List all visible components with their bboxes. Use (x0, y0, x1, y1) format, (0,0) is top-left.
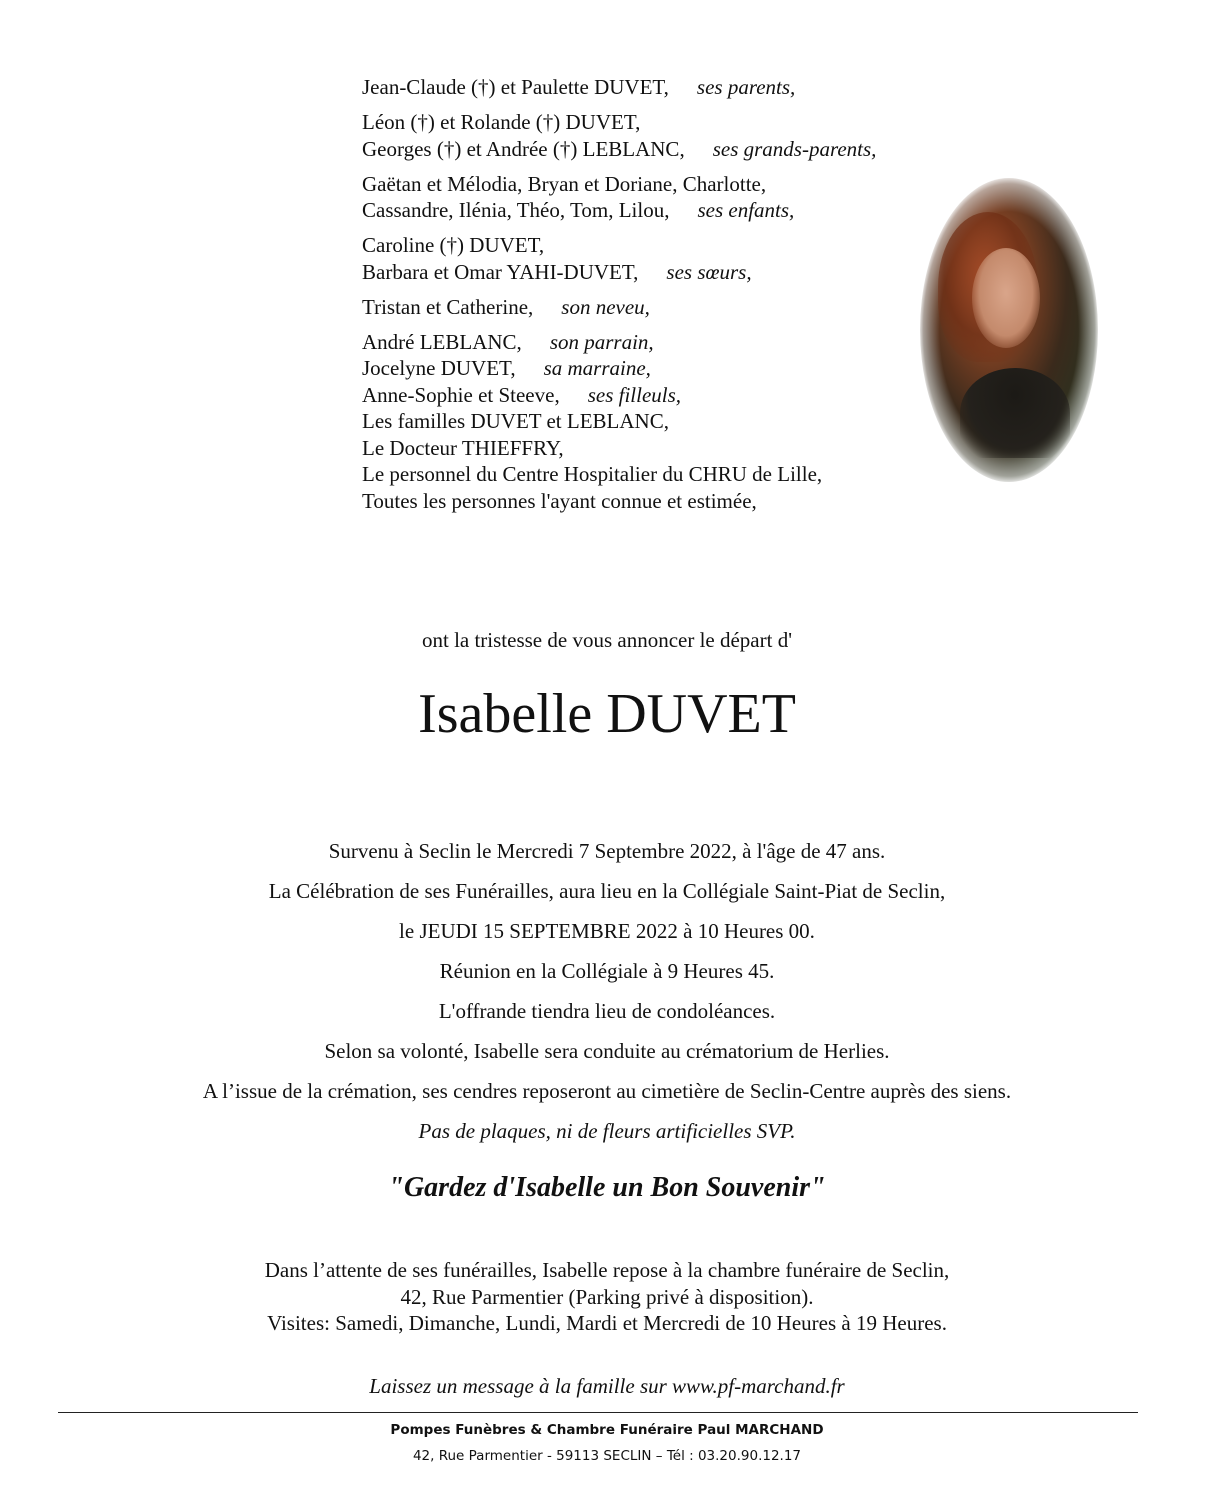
family-member-name: Jocelyne DUVET, (362, 356, 516, 380)
family-member-name: Georges (†) et Andrée (†) LEBLANC, (362, 136, 685, 161)
wake-line: Dans l’attente de ses funérailles, Isabelle repose à la chambre funéraire de Seclin, (264, 1258, 950, 1282)
family-relation: ses parents, (696, 75, 796, 99)
family-relation: ses filleuls, (587, 382, 682, 407)
memorial-quote: "Gardez d'Isabelle un Bon Souvenir" (388, 1172, 826, 1203)
family-member-name: Barbara et Omar YAHI-DUVET, (362, 259, 639, 284)
family-member-name: Caroline (†) DUVET, (362, 233, 545, 257)
detail-line: Pas de plaques, ni de fleurs artificielles SVP. (418, 1119, 796, 1143)
family-relation: son neveu, (561, 294, 650, 319)
family-list (362, 74, 876, 523)
family-group (362, 329, 876, 515)
wake-info (0, 1257, 1214, 1337)
family-relation: ses grands-parents, (712, 136, 877, 161)
deceased-name: Isabelle DUVET (418, 683, 796, 745)
family-line (362, 461, 876, 488)
family-member-name: André LEBLANC, (362, 329, 522, 354)
detail-line: Survenu à Seclin le Mercredi 7 Septembre 2022, à l'âge de 47 ans. (328, 839, 886, 863)
family-line (362, 171, 876, 198)
ceremony-details (0, 831, 1214, 1151)
family-line (362, 329, 876, 356)
family-line (362, 355, 876, 382)
family-member-name: Le personnel du Centre Hospitalier du CHRU de Lille, (362, 462, 823, 486)
family-line (362, 232, 876, 259)
family-member-name: Cassandre, Ilénia, Théo, Tom, Lilou, (362, 198, 670, 222)
detail-line: La Célébration de ses Funérailles, aura lieu en la Collégiale Saint-Piat de Seclin, (268, 879, 946, 903)
family-group (362, 109, 876, 162)
portrait-shoulder (960, 368, 1070, 458)
family-member-name: Léon (†) et Rolande (†) DUVET, (362, 110, 641, 134)
family-member-name: Les familles DUVET et LEBLANC, (362, 409, 669, 433)
family-line (362, 74, 876, 101)
family-line (362, 294, 876, 321)
detail-line: le JEUDI 15 SEPTEMBRE 2022 à 10 Heures 00. (399, 919, 815, 943)
family-line (362, 109, 876, 136)
family-group (362, 171, 876, 224)
family-group (362, 74, 876, 101)
wake-line: Visites: Samedi, Dimanche, Lundi, Mardi et Mercredi de 10 Heures à 19 Heures. (267, 1311, 947, 1335)
family-relation: son parrain, (549, 329, 654, 354)
detail-line: Selon sa volonté, Isabelle sera conduite au crématorium de Herlies. (324, 1039, 890, 1063)
family-relation: sa marraine, (543, 356, 651, 380)
detail-line: L'offrande tiendra lieu de condoléances. (438, 999, 776, 1023)
family-member-name: Anne-Sophie et Steeve, (362, 382, 560, 407)
wake-line: 42, Rue Parmentier (Parking privé à disposition). (400, 1284, 814, 1309)
family-relation: ses sœurs, (666, 259, 752, 284)
family-relation: ses enfants, (697, 198, 795, 222)
family-line (362, 136, 876, 163)
footer-company: Pompes Funèbres & Chambre Funéraire Paul MARCHAND (390, 1422, 824, 1438)
family-group (362, 232, 876, 285)
footer-address: 42, Rue Parmentier - 59113 SECLIN – Tél : 03.20.90.12.17 (412, 1448, 802, 1464)
detail-line: Réunion en la Collégiale à 9 Heures 45. (439, 959, 775, 983)
family-member-name: Le Docteur THIEFFRY, (362, 435, 564, 460)
family-line (362, 197, 876, 224)
family-member-name: Toutes les personnes l'ayant connue et estimée, (362, 488, 757, 513)
family-line (362, 488, 876, 515)
family-member-name: Tristan et Catherine, (362, 294, 534, 319)
family-member-name: Jean-Claude (†) et Paulette DUVET, (362, 75, 669, 99)
detail-line: A l’issue de la crémation, ses cendres reposeront au cimetière de Seclin-Centre auprès des siens. (202, 1079, 1012, 1103)
family-line (362, 259, 876, 286)
footer-divider (58, 1412, 1138, 1413)
family-group (362, 294, 876, 321)
family-line (362, 408, 876, 435)
family-member-name: Gaëtan et Mélodia, Bryan et Doriane, Charlotte, (362, 171, 767, 196)
portrait-photo (920, 178, 1098, 482)
family-line (362, 435, 876, 462)
portrait-face (972, 248, 1040, 348)
family-line (362, 382, 876, 409)
announcement-intro: ont la tristesse de vous annoncer le départ d' (421, 628, 792, 652)
message-link[interactable]: Laissez un message à la famille sur www.pf-marchand.fr (369, 1374, 845, 1398)
